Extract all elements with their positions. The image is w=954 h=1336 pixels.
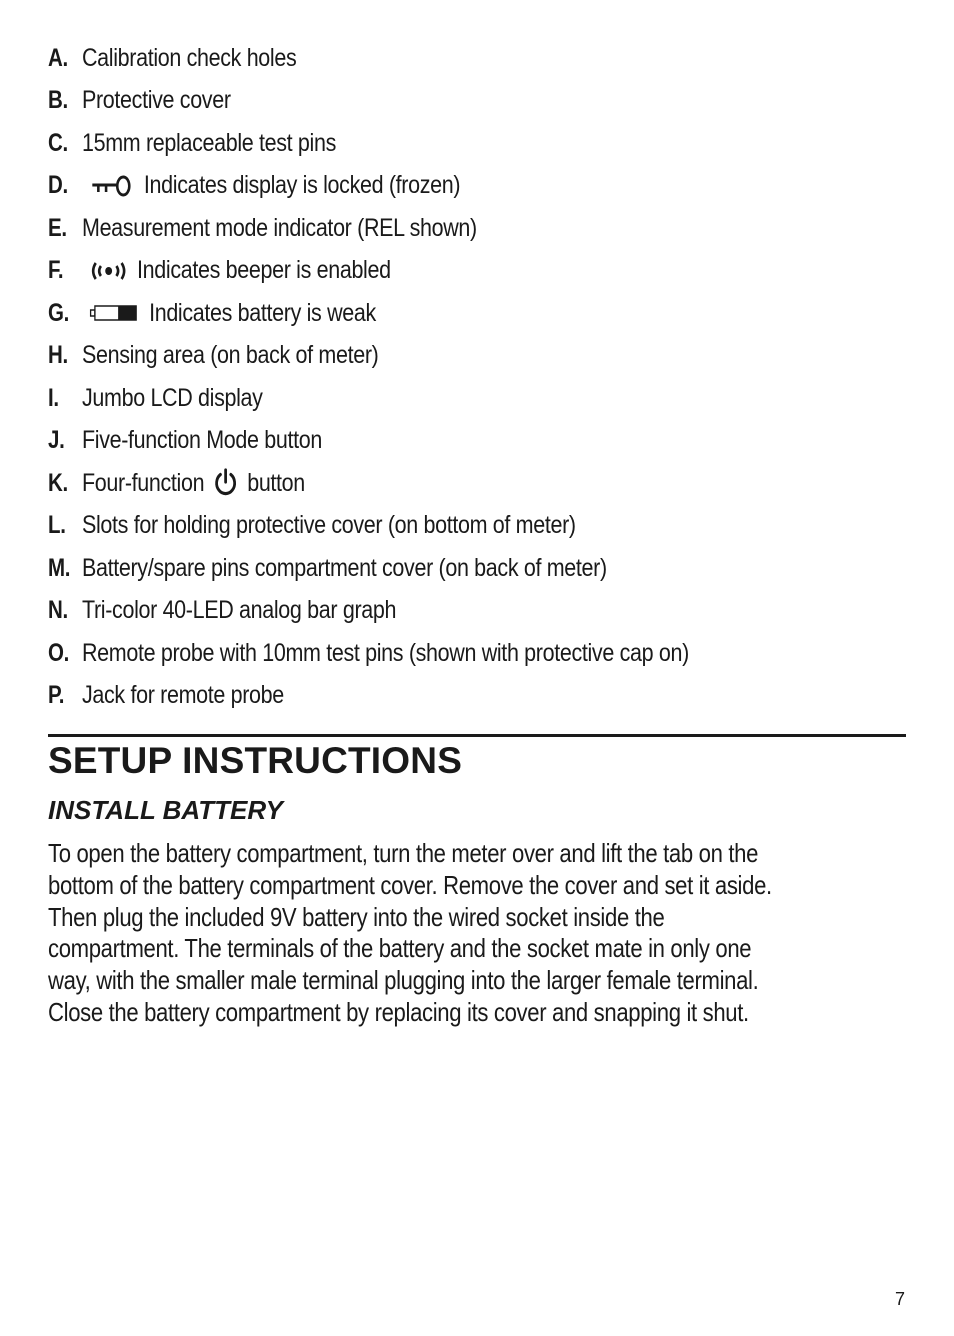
paragraph-line: compartment. The terminals of the battery and the socket mate in only one — [48, 933, 752, 964]
legend-letter: F. — [48, 256, 64, 285]
legend-text: Battery/spare pins compartment cover (on back of meter) — [82, 553, 607, 582]
section-divider — [48, 734, 906, 737]
legend-letter: G. — [48, 298, 69, 327]
legend-letter: C. — [48, 128, 68, 157]
legend-item-n — [48, 590, 908, 633]
legend-letter: I. — [48, 383, 59, 412]
legend-item-c — [48, 122, 908, 165]
legend-text: 15mm replaceable test pins — [82, 128, 336, 157]
legend-text: Indicates beeper is enabled — [137, 256, 391, 285]
paragraph-line: bottom of the battery compartment cover. Remove the cover and set it aside. — [48, 869, 772, 900]
legend-item-i — [48, 377, 908, 420]
page-number: 7 — [895, 1289, 906, 1309]
legend-text: Five-function Mode button — [82, 426, 322, 455]
legend-item-o — [48, 632, 908, 675]
legend-text: Protective cover — [82, 86, 231, 115]
legend-letter: P. — [48, 681, 65, 710]
legend-item-a — [48, 37, 908, 80]
legend-letter: M. — [48, 553, 71, 582]
legend-item-k — [48, 462, 908, 505]
legend-text: Slots for holding protective cover (on bottom of meter) — [82, 511, 576, 540]
legend-item-h — [48, 335, 908, 378]
section-heading: SETUP INSTRUCTIONS — [48, 740, 463, 781]
legend-letter: L. — [48, 511, 66, 540]
legend-letter: J. — [48, 426, 65, 455]
legend-item-p — [48, 675, 908, 718]
legend-text: Sensing area (on back of meter) — [82, 341, 379, 370]
legend-text: Jack for remote probe — [82, 681, 284, 710]
legend-letter: D. — [48, 171, 68, 200]
legend-item-f — [48, 250, 908, 293]
legend-letter: O. — [48, 638, 69, 667]
legend-letter: A. — [48, 43, 68, 72]
instructions-paragraph — [48, 838, 907, 1029]
legend-letter: E. — [48, 213, 67, 242]
legend-text: Indicates display is locked (frozen) — [143, 171, 461, 200]
legend-item-g — [48, 292, 908, 335]
component-legend — [48, 37, 908, 717]
legend-item-m — [48, 547, 908, 590]
legend-text: Indicates battery is weak — [149, 298, 376, 327]
legend-item-j — [48, 420, 908, 463]
paragraph-line: Then plug the included 9V battery into the wired socket inside the — [48, 901, 665, 932]
legend-letter: K. — [48, 468, 68, 497]
legend-text: Remote probe with 10mm test pins (shown with protective cap on) — [82, 638, 689, 667]
legend-item-e — [48, 207, 908, 250]
paragraph-line: To open the battery compartment, turn the meter over and lift the tab on the — [48, 838, 759, 868]
legend-text: Jumbo LCD display — [82, 383, 263, 412]
legend-text: Tri-color 40-LED analog bar graph — [82, 596, 397, 625]
paragraph-line: Close the battery compartment by replacing its cover and snapping it shut. — [48, 996, 749, 1027]
legend-item-l — [48, 505, 908, 548]
legend-text: Measurement mode indicator (REL shown) — [82, 213, 477, 242]
legend-text-after: button — [247, 468, 305, 497]
key-lock-icon — [91, 175, 132, 197]
legend-letter: H. — [48, 341, 68, 370]
legend-text-before: Four-function — [82, 468, 205, 497]
beeper-icon — [89, 260, 129, 282]
legend-letter: N. — [48, 596, 68, 625]
battery-weak-icon — [89, 302, 139, 324]
legend-text: Calibration check holes — [82, 43, 297, 72]
legend-letter: B. — [48, 86, 68, 115]
subsection-heading: INSTALL BATTERY — [48, 795, 283, 825]
legend-item-b — [48, 80, 908, 123]
power-icon — [213, 468, 239, 498]
legend-item-d — [48, 165, 908, 208]
paragraph-line: way, with the smaller male terminal plugging into the larger female terminal. — [48, 965, 759, 996]
